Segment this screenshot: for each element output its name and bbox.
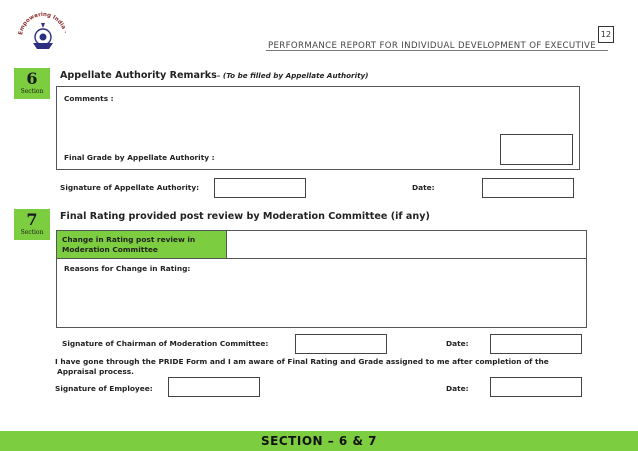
report-title: PERFORMANCE REPORT FOR INDIVIDUAL DEVELOPMENT OF EXECUTIVE xyxy=(268,41,596,51)
declaration-line1: I have gone through the PRIDE Form and I am aware of Final Rating and Grade assigned to me after completion of the xyxy=(55,357,549,366)
employee-date-field[interactable] xyxy=(490,377,582,397)
section-6-title: Appellate Authority Remarks xyxy=(60,70,217,81)
chairman-date-label: Date: xyxy=(446,339,469,348)
logo-ring-text: Empowering India · xyxy=(18,11,68,36)
appellate-signature-label: Signature of Appellate Authority: xyxy=(60,183,200,192)
final-grade-label: Final Grade by Appellate Authority : xyxy=(64,153,215,162)
reasons-label: Reasons for Change in Rating: xyxy=(64,264,191,273)
section-6-heading xyxy=(60,70,368,81)
reasons-input[interactable] xyxy=(64,276,578,326)
section-6-subtitle: – (To be filled by Appellate Authority) xyxy=(216,71,369,80)
rating-change-label-line2: Moderation Committee xyxy=(62,245,158,254)
chairman-date-field[interactable] xyxy=(490,334,582,354)
comments-label: Comments : xyxy=(64,94,114,103)
section-7-number: 7 xyxy=(26,210,38,229)
rating-change-label-line1: Change in Rating post review in xyxy=(62,235,196,244)
header-divider xyxy=(266,50,608,51)
employee-signature-label: Signature of Employee: xyxy=(55,384,153,393)
final-grade-input[interactable] xyxy=(500,134,573,165)
declaration-line2: Appraisal process. xyxy=(57,367,134,376)
page-number: 12 xyxy=(598,26,614,43)
section-6-badge xyxy=(14,68,50,99)
appellate-signature-field[interactable] xyxy=(214,178,306,198)
section-7-title: Final Rating provided post review by Moderation Committee (if any) xyxy=(60,211,430,222)
employee-signature-field[interactable] xyxy=(168,377,260,397)
rating-change-input[interactable] xyxy=(230,233,584,257)
footer-title: SECTION – 6 & 7 xyxy=(261,434,377,448)
section-6-number: 6 xyxy=(26,69,38,88)
chairman-signature-label: Signature of Chairman of Moderation Committee: xyxy=(62,339,269,348)
comments-input[interactable] xyxy=(64,106,488,150)
employee-date-label: Date: xyxy=(446,384,469,393)
company-logo xyxy=(14,8,72,66)
section-6-label: Section xyxy=(20,88,44,95)
chairman-signature-field[interactable] xyxy=(295,334,387,354)
section-7-label: Section xyxy=(20,229,44,236)
appellate-date-field[interactable] xyxy=(482,178,574,198)
section-7-badge xyxy=(14,209,50,240)
appellate-date-label: Date: xyxy=(412,183,435,192)
rating-change-label-cell xyxy=(57,231,227,258)
